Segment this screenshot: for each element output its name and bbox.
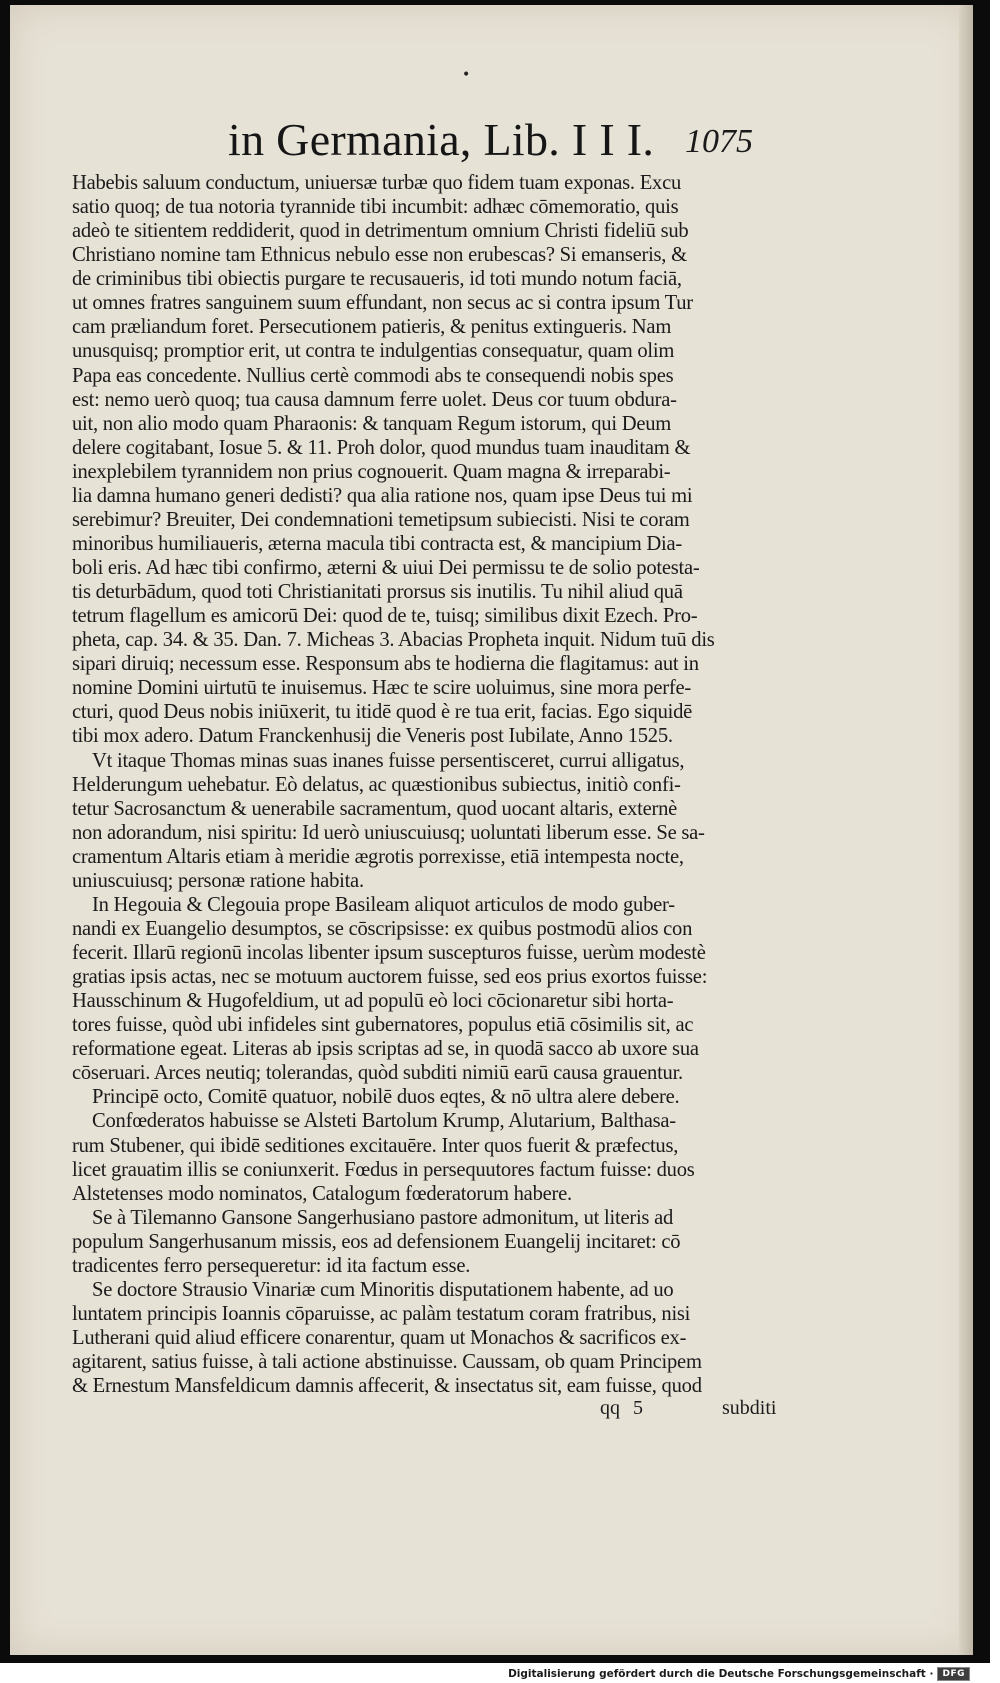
text-line: de criminibus tibi obiectis purgare te recusaueris, id toti mundo notum faciā, [72, 268, 682, 291]
text-line: nomine Domini uirtutū te inuisemus. Hæc te scire uoluimus, sine mora perfe- [72, 677, 691, 700]
text-line: boli eris. Ad hæc tibi confirmo, æterni & uiui Dei permissu te de solio potesta- [72, 557, 700, 579]
text-line: Alstetenses modo nominatos, Catalogum fœderatorum habere. [72, 1182, 572, 1205]
text-line: Confœderatos habuisse se Alsteti Bartolum Krump, Alutarium, Balthasa- [92, 1110, 676, 1133]
text-line: Helderungum uehebatur. Eò delatus, ac quæstionibus subiectus, initiò confi- [72, 773, 681, 796]
text-line: tradicentes ferro persequeretur: id ita factum esse. [72, 1254, 471, 1277]
text-line: Papa eas concedente. Nullius certè commodi abs te consequendi nobis spes [72, 364, 674, 387]
dfg-logo: DFG [937, 1667, 970, 1681]
text-line: & Ernestum Mansfeldicum damnis affecerit, & insectatus sit, eam fuisse, quod [72, 1375, 702, 1398]
text-line: Habebis saluum conductum, uniuersæ turbæ quo fidem tuam exponas. Excu [72, 172, 682, 194]
text-line: cramentum Altaris etiam à meridie ægrotis porrexisse, etiā intempesta nocte, [72, 845, 684, 868]
running-head [10, 113, 973, 173]
text-line: Hausschinum & Hugofeldium, ut ad populū eò loci cōcionaretur sibi horta- [72, 990, 674, 1013]
text-line: agitarent, satius fuisse, à tali actione abstinuisse. Caussam, ob quam Principem [72, 1351, 702, 1374]
text-line: delere cogitabant, Iosue 5. & 11. Proh dolor, quod mundus tuam inauditam & [72, 436, 691, 459]
text-line: unusquisq; promptior erit, ut contra te indulgentias consequatur, quam olim [72, 340, 675, 363]
text-line: Vt itaque Thomas minas suas inanes fuisse persentisceret, currui alligatus, [92, 749, 685, 772]
text-line: Christiano nomine tam Ethnicus nebulo esse non erubescas? Si emanseris, & [72, 244, 687, 267]
text-line: populum Sangerhusanum missis, eos ad defensionem Euangelij incitaret: cō [72, 1230, 681, 1253]
text-line: licet grauatim illis se coniunxerit. Fœdus in persequutores factum fuisse: duos [72, 1158, 695, 1181]
text-line: non adorandum, nisi spiritu: Id uerò uniuscuiusq; uoluntati liberum esse. Se sa- [72, 821, 705, 844]
text-line: uniuscuiusq; personæ ratione habita. [72, 869, 364, 892]
text-line: uit, non alio modo quam Pharaonis: & tanquam Regum istorum, qui Deum [72, 412, 672, 435]
text-line: serebimur? Breuiter, Dei condemnationi temetipsum subiecisti. Nisi te coram [72, 508, 690, 531]
signature-mark: qq 5 [600, 1397, 643, 1419]
text-line: est: nemo uerò quoq; tua causa damnum ferre uolet. Deus cor tuum obdura- [72, 388, 677, 411]
text-line: tibi mox adero. Datum Franckenhusij die Veneris post Iubilate, Anno 1525. [72, 725, 673, 748]
text-line: fecerit. Illarū regionū incolas libenter ipsum suscepturos fuisse, uerùm modestè [72, 942, 706, 964]
text-line: Principē octo, Comitē quatuor, nobilē duos eqtes, & nō ultra alere debere. [92, 1086, 680, 1109]
text-line: Se à Tilemanno Gansone Sangerhusiano pastore admonitum, ut literis ad [92, 1206, 674, 1229]
text-line: tetur Sacrosanctum & uenerabile sacramentum, quod uocant altaris, externè [72, 797, 678, 820]
text-line: sipari diruiq; necessum esse. Responsum abs te hodierna die flagitamus: aut in [72, 653, 699, 676]
text-line: tis deturbādum, quod toti Christianitati prorsus sis inutilis. Tu nihil aliud quā [72, 581, 683, 604]
text-line: cōseruari. Arces neutiq; tolerandas, quòd subditi nimiū earū causa grauentur. [72, 1062, 683, 1085]
text-line: ut omnes fratres sanguinem suum effundant, non secus ac si contra ipsum Tur [72, 292, 693, 315]
text-line: rum Stubener, qui ibidē seditiones excitauēre. Inter quos fuerit & præfectus, [72, 1134, 679, 1157]
text-line: adeò te sitientem reddiderit, quod in detrimentum omnium Christi fideliū sub [72, 220, 689, 243]
header-title: in Germania, Lib. I I I. [228, 114, 655, 165]
page-number: 1075 [685, 123, 753, 160]
text-line: Lutherani quid aliud efficere conarentur, quam ut Monachos & sacrificos ex- [72, 1327, 687, 1349]
text-line: cturi, quod Deus nobis iniūxerit, tu itidē quod è re tua erit, facias. Ego siquidē [72, 701, 693, 724]
text-line: tetrum flagellum es amicorū Dei: quod de te, tuisq; similibus dixit Ezech. Pro- [72, 605, 698, 628]
ornament-mark: • [462, 67, 471, 83]
footer-credit-text: Digitalisierung gefördert durch die Deutsche Forschungsgemeinschaft · [508, 1668, 934, 1680]
text-line: In Hegouia & Clegouia prope Basileam aliquot articulos de modo guber- [92, 893, 675, 916]
text-line: satio quoq; de tua notoria tyrannide tibi incumbit: adhæc cōmemoratio, quis [72, 196, 679, 219]
text-line: gratias ipsis actas, nec se motuum auctorem fuisse, sed eos prius exortos fuisse: [72, 966, 708, 989]
text-line: pheta, cap. 34. & 35. Dan. 7. Micheas 3. Abacias Propheta inquit. Nidum tuū dis [72, 629, 715, 652]
text-line: cam præliandum foret. Persecutionem patieris, & penitus extingueris. Nam [72, 316, 672, 339]
text-line: tores fuisse, quòd ubi infideles sint gubernatores, populus etiā cōsimilis sit, ac [72, 1014, 694, 1037]
text-line: nandi ex Euangelio desumptos, se cōscripsisse: ex quibus postmodū alios con [72, 917, 693, 940]
text-line: luntatem principis Ioannis cōparuisse, ac palàm testatum coram fratribus, nisi [72, 1302, 691, 1325]
text-line: minoribus humiliaueris, æterna macula tibi contracta est, & mancipium Dia- [72, 532, 683, 555]
text-line: lia damna humano generi dedisti? qua alia ratione nos, quam ipse Deus tui mi [72, 484, 693, 507]
book-page [10, 5, 973, 1655]
footer-credit [508, 1666, 970, 1682]
body-text [72, 171, 805, 1411]
text-line: reformatione egeat. Literas ab ipsis scriptas ad se, in quodā sacco ab uxore sua [72, 1038, 699, 1061]
text-line: Se doctore Strausio Vinariæ cum Minoritis disputationem habente, ad uo [92, 1278, 674, 1301]
catchline [10, 1397, 973, 1427]
text-line: inexplebilem tyrannidem non prius cognouerit. Quam magna & irreparabi- [72, 460, 671, 483]
catchword: subditi [722, 1397, 777, 1419]
